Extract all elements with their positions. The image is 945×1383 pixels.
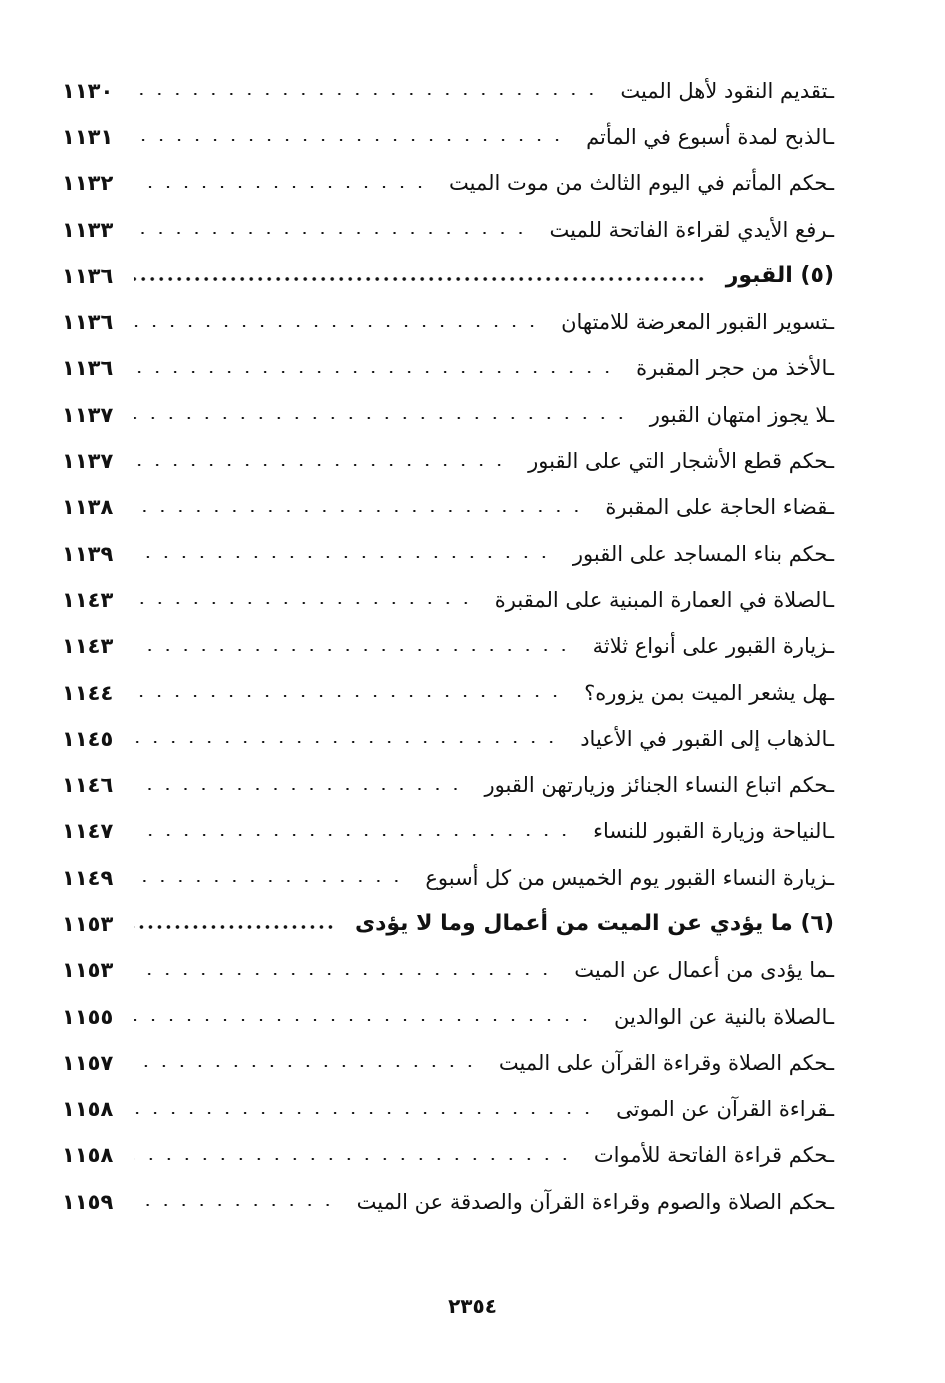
dot-leader [134,602,475,604]
dot-leader [134,695,564,697]
toc-entry-page: ١١٥٨ [62,1143,114,1168]
toc-entry-page: ١١٥٣ [62,911,114,936]
toc-entry [62,161,834,207]
toc-entry [62,577,834,623]
toc-entry [62,485,834,531]
dot-leader [134,510,585,512]
dot-leader [134,1204,337,1206]
toc-entry [62,624,834,670]
toc-entry-page: ١١٥٧ [62,1050,114,1075]
toc-entry [62,1087,834,1133]
toc-entry-page: ١١٥٥ [62,1004,114,1029]
toc-entry-page: ١١٤٧ [62,819,114,844]
dot-leader [134,788,465,790]
toc-section-title: (٥) القبور [725,263,834,289]
toc-entry-page: ١١٣٢ [62,171,114,196]
toc-entry-page: ١١٣٩ [62,541,114,566]
toc-entry-title: ـالنياحة وزيارة القبور للنساء [593,819,834,844]
toc-entry-page: ١١٣٠ [62,78,114,103]
toc-entry-page: ١١٤٥ [62,726,114,751]
toc-entry-title: ـزيارة القبور على أنواع ثلاثة [592,634,834,659]
toc-entry [62,299,834,345]
toc-entry-page: ١١٥٩ [62,1189,114,1214]
toc-entry [62,438,834,484]
toc-entry [62,531,834,577]
toc-entry-title: ـلا يجوز امتهان القبور [649,402,834,427]
dot-leader [134,186,429,188]
toc-entry-title: ـحكم قطع الأشجار التي على القبور [528,449,834,474]
toc-entry-title: ـقراءة القرآن عن الموتى [616,1097,834,1122]
page-number: ٢٣٥٤ [448,1294,497,1318]
toc-entry-title: ـالأخذ من حجر المقبرة [636,356,834,381]
dot-leader [134,464,508,466]
toc-entry-title: ـهل يشعر الميت بمن يزوره؟ [584,680,834,705]
toc-entry-page: ١١٣١ [62,124,114,149]
toc-entry [62,346,834,392]
toc-entry [62,68,834,114]
toc-entry [62,114,834,160]
dot-leader [134,1065,479,1067]
toc-section-heading [62,901,834,947]
dot-leader [134,880,405,882]
dot-leader [134,417,630,419]
toc-entry [62,1133,834,1179]
toc-entry [62,809,834,855]
toc-entry [62,994,834,1040]
table-of-contents [62,68,834,1225]
dot-leader [134,277,706,281]
toc-entry-page: ١١٣٧ [62,402,114,427]
dot-leader [134,834,573,836]
toc-entry-title: ـالذهاب إلى القبور في الأعياد [580,726,834,751]
toc-entry-title: ـما يؤدى من أعمال عن الميت [574,958,834,983]
dot-leader [134,556,553,558]
toc-entry-page: ١١٣٦ [62,356,114,381]
toc-section-heading [62,253,834,299]
toc-entry-page: ١١٣٧ [62,449,114,474]
toc-entry-title: ـحكم بناء المساجد على القبور [572,541,834,566]
toc-entry-page: ١١٣٣ [62,217,114,242]
toc-entry-page: ١١٥٣ [62,958,114,983]
toc-entry-page: ١١٣٦ [62,263,114,288]
dot-leader [134,649,573,651]
toc-entry-title: ـالصلاة بالنية عن الوالدين [614,1004,834,1029]
dot-leader [134,973,554,975]
toc-entry [62,392,834,438]
toc-entry-title: ـحكم الصلاة وقراءة القرآن على الميت [498,1050,834,1075]
dot-leader [134,371,616,373]
dot-leader [134,741,560,743]
dot-leader [134,1112,596,1114]
toc-entry-title: ـحكم المأتم في اليوم الثالث من موت الميت [449,171,834,196]
toc-entry-page: ١١٤٣ [62,587,114,612]
toc-entry [62,670,834,716]
toc-entry [62,716,834,762]
toc-section-title: (٦) ما يؤدي عن الميت من أعمال وما لا يؤدى [354,911,834,937]
toc-entry-page: ١١٤٤ [62,680,114,705]
dot-leader [134,325,541,327]
dot-leader [134,925,335,929]
toc-entry-title: ـقضاء الحاجة على المقبرة [605,495,834,520]
dot-leader [134,93,600,95]
toc-entry-title: ـتسوير القبور المعرضة للامتهان [561,310,834,335]
toc-entry-title: ـالذبح لمدة أسبوع في المأتم [586,124,834,149]
toc-entry [62,762,834,808]
toc-entry [62,207,834,253]
toc-entry [62,948,834,994]
toc-entry-title: ـالصلاة في العمارة المبنية على المقبرة [494,587,834,612]
toc-entry-title: ـحكم قراءة الفاتحة للأموات [593,1143,834,1168]
toc-entry-title: ـزيارة النساء القبور يوم الخميس من كل أسبوع [425,865,834,890]
toc-entry-page: ١١٣٦ [62,310,114,335]
toc-entry-title: ـحكم اتباع النساء الجنائز وزيارتهن القبور [484,773,834,798]
toc-entry [62,855,834,901]
toc-entry-page: ١١٣٨ [62,495,114,520]
toc-entry-page: ١١٥٨ [62,1097,114,1122]
toc-entry-title: ـرفع الأيدي لقراءة الفاتحة للميت [549,217,834,242]
dot-leader [134,139,566,141]
toc-entry [62,1040,834,1086]
toc-entry [62,1179,834,1225]
toc-entry-page: ١١٤٣ [62,634,114,659]
toc-entry-page: ١١٤٦ [62,773,114,798]
dot-leader [134,232,530,234]
dot-leader [134,1019,594,1021]
toc-entry-page: ١١٤٩ [62,865,114,890]
toc-entry-title: ـتقديم النقود لأهل الميت [620,78,834,103]
dot-leader [134,1158,574,1160]
toc-entry-title: ـحكم الصلاة والصوم وقراءة القرآن والصدقة عن الميت [356,1189,834,1214]
